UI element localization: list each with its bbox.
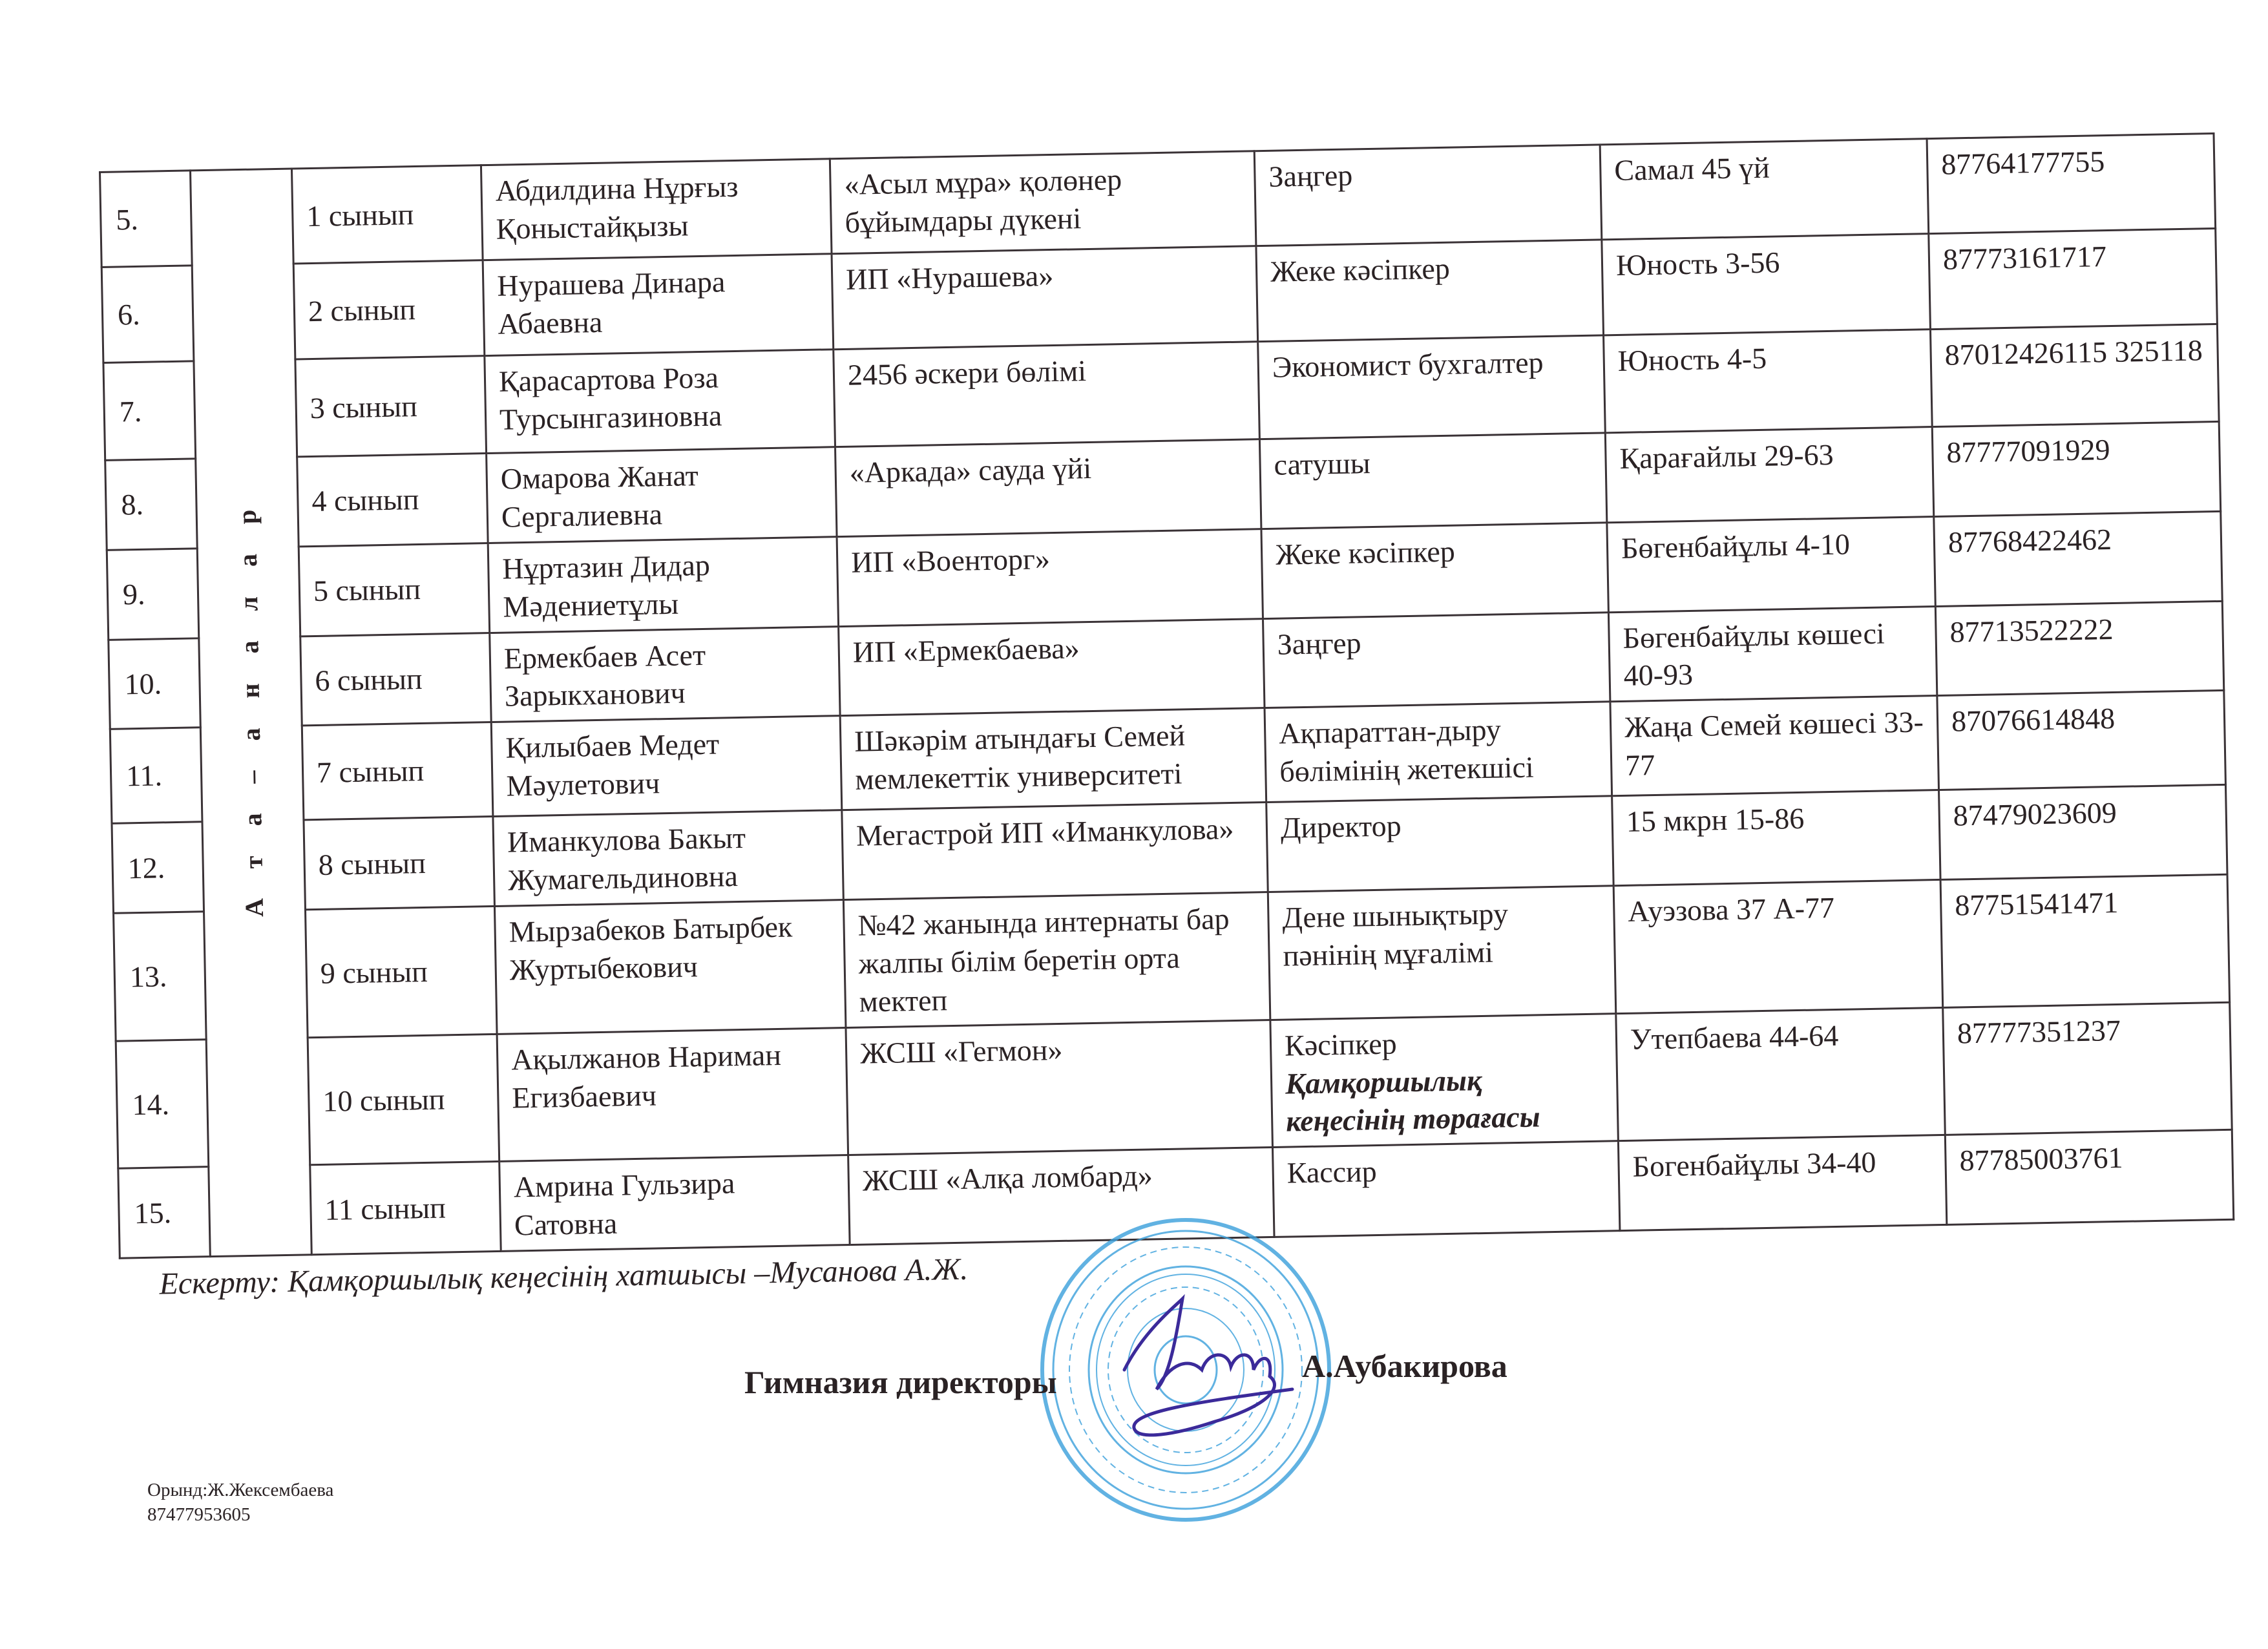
position-cell-text: Ақпараттан-дыру бөлімінің жетекшісі (1278, 713, 1535, 788)
workplace-cell-text: №42 жанында интернаты бар жалпы білім беретін орта мектеп (857, 902, 1230, 1018)
class-cell (304, 817, 494, 910)
workplace-cell-text: ЖСШ «Гегмон» (859, 1033, 1063, 1070)
workplace-cell (834, 342, 1260, 447)
phone-cell (1939, 785, 2227, 880)
parent-name-cell-text: Нурашева Динара Абаевна (496, 265, 726, 341)
address-cell (1612, 790, 1940, 886)
address-cell-text: Утепбаева 44-64 (1630, 1018, 1839, 1056)
workplace-cell (832, 246, 1258, 350)
class-cell-text: 3 сынып (310, 389, 418, 425)
address-cell (1602, 234, 1931, 335)
address-cell-text: Юность 4-5 (1617, 341, 1767, 377)
phone-cell (1930, 324, 2219, 426)
address-cell-text: Қарағайлы 29-63 (1619, 437, 1834, 475)
phone-cell (1934, 511, 2222, 606)
phone-cell-text: 87777091929 (1946, 433, 2110, 469)
position-cell-text: сатушы (1274, 446, 1371, 481)
row-number (103, 361, 196, 461)
class-cell-text: 1 сынып (306, 197, 414, 233)
workplace-cell-text: Шәкәрім атындағы Семей мемлекеттік университеті (854, 719, 1186, 796)
parent-name-cell-text: Мырзабеков Батырбек Журтыбекович (509, 910, 793, 987)
parent-name-cell-text: Ермекбаев Асет Зарыкханович (503, 638, 706, 713)
address-cell-text: 15 мкрн 15-86 (1626, 802, 1805, 839)
position-cell (1259, 433, 1606, 529)
class-cell (305, 906, 497, 1037)
position-cell-text: Заңгер (1268, 158, 1353, 193)
parent-name-cell-text: Нұртазин Дидар Мәдениетұлы (501, 548, 711, 624)
class-cell-text: 4 сынып (311, 483, 419, 518)
position-cell-text: Экономист бухгалтер (1272, 346, 1544, 384)
parent-name-cell (493, 810, 843, 907)
workplace-cell-text: ИП «Ермекбаева» (852, 631, 1080, 669)
class-cell (310, 1162, 501, 1255)
row-number (101, 266, 194, 363)
position-cell-text: Кассир (1286, 1155, 1378, 1190)
phone-cell-text: 87777351237 (1957, 1013, 2121, 1050)
row-number-text: 15. (134, 1195, 172, 1230)
workplace-cell (835, 439, 1261, 537)
workplace-cell (830, 151, 1256, 254)
phone-cell (1927, 134, 2216, 234)
row-number-text: 11. (125, 759, 163, 793)
position-cell (1256, 240, 1604, 342)
class-cell (295, 356, 487, 457)
class-cell (291, 165, 483, 264)
parent-name-cell (499, 1155, 850, 1252)
phone-cell (1935, 601, 2223, 696)
row-number (116, 1039, 209, 1168)
parent-name-cell (491, 716, 842, 817)
parent-name-cell-text: Омарова Жанат Сергалиевна (500, 459, 699, 534)
row-number (110, 728, 202, 824)
address-cell-text: Бөгенбайұлы 4-10 (1621, 527, 1851, 565)
address-cell (1600, 139, 1929, 240)
parent-name-cell (494, 900, 846, 1034)
workplace-cell (840, 708, 1266, 810)
phone-cell (1932, 421, 2220, 516)
row-number (114, 912, 207, 1041)
workplace-cell (843, 892, 1270, 1028)
document-page (99, 132, 2234, 1303)
parent-name-cell (483, 254, 834, 356)
parent-name-cell-text: Ақылжанов Нариман Егизбаевич (510, 1038, 782, 1115)
phone-cell-text: 87751541471 (1954, 885, 2119, 922)
phone-cell (1945, 1130, 2233, 1225)
row-number-text: 14. (132, 1087, 170, 1121)
address-cell-text: Ауэзова 37 А-77 (1627, 890, 1835, 928)
workplace-cell (842, 803, 1268, 900)
parent-name-cell-text: Амрина Гульзира Сатовна (513, 1166, 735, 1242)
workplace-cell-text: ЖСШ «Алқа ломбард» (862, 1159, 1153, 1197)
address-cell (1608, 606, 1937, 702)
row-number (107, 549, 199, 640)
parent-name-cell (481, 159, 832, 260)
position-cell (1266, 796, 1613, 892)
parent-name-cell-text: Қарасартова Роза Турсынгазиновна (498, 361, 722, 436)
position-cell-text: Дене шынықтыру пәнінің мұғалімі (1282, 897, 1509, 972)
phone-cell (1937, 691, 2226, 790)
parent-name-cell (487, 447, 837, 543)
phone-cell-text: 87479023609 (1953, 796, 2117, 832)
position-cell-text: Жеке кәсіпкер (1270, 251, 1451, 288)
workplace-cell-text: 2456 әскери бөлімі (847, 354, 1087, 392)
class-cell-text: 2 сынып (308, 293, 416, 328)
class-cell (297, 454, 488, 547)
address-cell (1604, 330, 1933, 433)
phone-cell-text: 87012426115 325118 (1944, 333, 2203, 372)
position-cell (1270, 1013, 1619, 1147)
position-cell-text: Жеке кәсіпкер (1275, 534, 1456, 571)
executor-phone: 87477953605 (147, 1504, 251, 1525)
executor-info (147, 1478, 333, 1527)
address-cell-text: Бөгенбайұлы көшесі 40-93 (1622, 616, 1885, 693)
position-cell-text: Заңгер (1277, 625, 1361, 661)
workplace-cell (846, 1020, 1273, 1155)
address-cell (1610, 696, 1939, 796)
position-cell-text: Директор (1280, 809, 1402, 845)
row-number-text: 9. (122, 577, 145, 611)
phone-cell-text: 87768422462 (1948, 522, 2112, 559)
phone-cell (1940, 874, 2230, 1007)
class-cell (299, 543, 489, 636)
workplace-cell-text: ИП «Нурашева» (845, 258, 1054, 296)
parent-name-cell (490, 626, 840, 722)
position-extra: Қамқоршылық кеңесінің төрағасы (1285, 1063, 1541, 1138)
position-cell (1265, 702, 1612, 803)
workplace-cell-text: ИП «Военторг» (850, 541, 1051, 579)
position-cell (1261, 523, 1608, 619)
workplace-cell (839, 618, 1265, 716)
row-number-text: 7. (119, 394, 142, 428)
row-number-text: 10. (124, 667, 162, 701)
address-cell (1607, 516, 1935, 612)
row-number-text: 6. (117, 297, 141, 331)
workplace-cell-text: Мегастрой ИП «Иманкулова» (856, 812, 1234, 852)
row-number (112, 822, 204, 913)
row-number (100, 171, 193, 268)
phone-cell-text: 87076614848 (1951, 702, 2116, 738)
class-cell-text: 7 сынып (316, 754, 425, 790)
address-cell-text: Самал 45 үй (1613, 151, 1770, 187)
position-cell (1254, 145, 1602, 246)
position-cell (1268, 886, 1616, 1020)
row-number-text: 13. (129, 960, 167, 994)
class-cell (302, 722, 493, 820)
class-cell-text: 10 сынып (322, 1082, 445, 1118)
parent-name-cell (488, 536, 838, 633)
row-number (105, 459, 198, 550)
phone-cell (1943, 1002, 2232, 1135)
note-text: Ескерту: Қамқоршылық кеңесінің хатшысы –Мусанова А.Ж. (159, 1252, 969, 1301)
row-number-text: 5. (115, 202, 139, 236)
executor-name: Орынд:Ж.Жексембаева (147, 1480, 334, 1500)
class-cell-text: 6 сынып (315, 662, 423, 697)
parent-name-cell (485, 350, 835, 454)
class-cell-text: 5 сынып (313, 572, 421, 608)
phone-cell-text: 87773161717 (1942, 240, 2107, 276)
class-cell-text: 8 сынып (318, 846, 426, 881)
position-cell-text: Кәсіпкер (1284, 1027, 1398, 1062)
director-title: Гимназия директоры (744, 1364, 1057, 1400)
parents-table (99, 132, 2234, 1259)
phone-cell-text: 87764177755 (1940, 145, 2105, 181)
parent-name-cell (497, 1027, 848, 1161)
row-number-text: 12. (127, 850, 165, 885)
group-cell (191, 169, 312, 1257)
position-cell (1263, 612, 1610, 708)
workplace-cell (837, 529, 1263, 626)
parent-name-cell-text: Қилыбаев Медет Мәулетович (505, 727, 720, 803)
class-cell (308, 1034, 499, 1165)
group-label: А т а – а н а л а р (232, 498, 269, 918)
address-cell-text: Богенбайұлы 34-40 (1632, 1146, 1876, 1184)
row-number (118, 1167, 211, 1258)
parent-name-cell-text: Абдилдина Нұрғыз Қоныстайқызы (495, 169, 739, 246)
position-cell (1258, 335, 1606, 439)
class-cell (300, 633, 491, 726)
address-cell-text: Жаңа Семей көшесі 33-77 (1624, 705, 1924, 782)
phone-cell-text: 87713522222 (1949, 612, 2114, 649)
class-cell (293, 260, 485, 359)
class-cell-text: 9 сынып (320, 954, 428, 990)
address-cell (1613, 879, 1943, 1013)
address-cell (1616, 1007, 1946, 1141)
row-number-text: 8. (121, 488, 144, 521)
address-cell-text: Юность 3-56 (1615, 246, 1780, 282)
workplace-cell-text: «Аркада» сауда үйі (849, 451, 1092, 489)
row-number (109, 638, 201, 729)
class-cell-text: 11 сынып (324, 1191, 446, 1226)
workplace-cell-text: «Асыл мұра» қолөнер бұйымдары дүкені (844, 162, 1122, 239)
address-cell (1618, 1135, 1946, 1231)
phone-cell-text: 87785003761 (1959, 1141, 2123, 1177)
address-cell (1605, 427, 1933, 523)
director-name: А.Аубакирова (1302, 1348, 1507, 1384)
parent-name-cell-text: Иманкулова Бакыт Жумагельдиновна (507, 821, 746, 897)
phone-cell (1929, 228, 2218, 329)
